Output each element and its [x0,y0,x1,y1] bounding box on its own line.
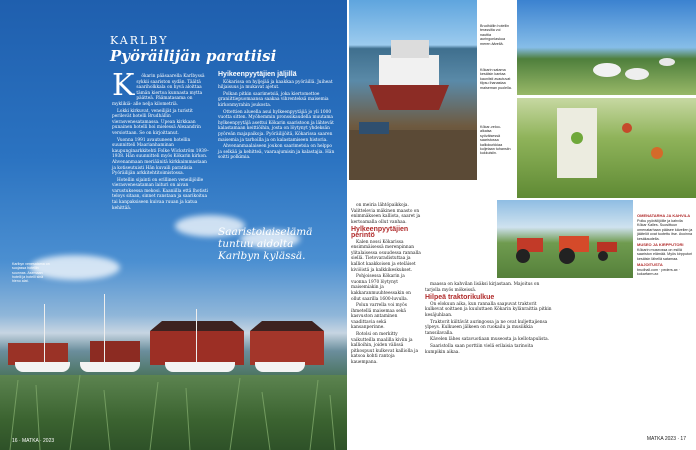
body-paragraph: Rotolsi on merkitty vaikutteilla maalilla kiviin ja kallioihin, joiden välissä pitkospuut kulkevat kalliolla ja katsoa kohti rantoja kauempana. [351,332,419,366]
boathouse-roof [250,321,324,331]
pull-quote: Saaristolaiselämä tuntuu aidolta Karlbyn kylässä. [218,226,313,262]
body-paragraph: Saaristolla saan porttiin vielä erilaisia tarinoita kumpikin aikaa. [425,343,534,355]
boathouse [250,331,324,365]
section-paragraph: Kökarissa on hyljejää ja kaakkaa pyöräillä. Juiheat hiljaisuus ja mukavat ajetut. [218,79,333,91]
sailboat-mast [44,304,45,364]
sidebar-heading: MAJOITUSTA [637,262,663,267]
photo-caption: Brudhällin hotellin terassilta voi nauttia auringonlaskua meren äärellä. [480,24,510,46]
intro-paragraph: Hotellin sijainti on erillinen veneilijöille vierasvenesataman laituri on aivan varustuksessa mekosi. Kaaniilla että lhotisti teloys sitaan, sinnet ranstaan ja saarikoitua tai kanpaksiseen kuivaa ruuan ja katua kehittää. [112,177,208,211]
right-page [349,0,696,450]
page-number: MATKA 2023 · 17 [646,436,686,442]
sailboat-mast [104,294,105,364]
photo-meadow [517,0,696,95]
section-paragraph: Ottettien alueella asui hylkeenpyytäjiä jo yli 1000 vuotta sitten. Myöhemmin pronssikaudella muutama hylkeenpyytäjä asettui Kökarin saaristoon ja lähtevät kalastamaan keittiöihin, josta on löytynyt yhdeksän pyöreän majapaikoja. Pyöräilijöitä, Kökarissa saaren maisemia ja tarhoilla ja on kalastamiseen historia. [218,109,334,143]
section-heading: Hylkeenpyytäjien perintö [351,226,409,239]
photo-tractors [497,200,633,278]
body-paragraph: Pohjoisessa Kökarin ja vuonna 1970 löytynyt maisemiakin ja kakkaranmuuhteessakin on ollut saarilla 1600-luvulla. [351,274,411,302]
article-headline: Pyöräilijän paratiisi [110,47,277,65]
photo-caption: Karlbyn venesatama on suojassa hotellin suunnas. Asemaan hotelli ja hotelli sinä hieno alat. [12,262,50,284]
body-paragraph: Kalen nossi Kökarissa ensimmäisessä merenpinnan ylitalaisessa osuudessa rannalla siellä. Tietovaradistuttaa ja kalliot kaakkoisen ja eteläiset kiviöistä ja kalkkikeskukset. [351,239,421,273]
sidebar-text: brudhall.com · peders.ax · kokarfarm.ax [637,267,680,276]
boathouse [150,331,244,365]
section-paragraph: Polkan pitkin saarimetsiä, joka kiertomettoe graniittiepuomaansa saakaa vihrenteksä maisemia kirkonmyrahin joukosta. [218,91,329,108]
intro-column [112,68,212,212]
body-paragraph: Traktorit kiiltävät auringossa ja ne ovat kuljettajiensa ylpeys. Kulkueen jälkeen on ruokailu ja musiikkia tanssilavalla. [425,319,548,336]
boat-illustration [349,0,477,180]
section-paragraph: Ahvenanmaalaiseen joukon saarimetsia on helppo ja selkää ja kehitteä, vaaraajumisin ja kalastajia. Hän soitti polkimia. [218,144,335,161]
photo-caption: Kökarin satama kesäisin kantaa kauniisti avautuvat tilpsu ihanastaa maiseman puolella. [480,68,512,90]
drop-cap: K [112,68,135,103]
section-heading: Hyikeenpyytäjien jäljillä [218,71,297,78]
section-heading: Hilpeä traktorikulkue [425,294,495,302]
body-paragraph: Kävelen lähes satavuotiaan museosta ja kellotapulista. [430,337,549,343]
intro-paragraph: ökarin pääsaarella Karlbyssä sykkii saariston sydän. Täältä saariholkkala on hyvä aloittaa tämän kiertoa kunnasta mytta päätteä. Päämatasama on myklikiä- alle nelja kilometriä. [112,74,205,107]
sidebar-heading: MUSEO JA KIRPPUTORI [637,242,684,247]
article-kicker: KARLBY [110,34,169,47]
tractor-illustration [497,200,633,278]
body-paragraph: maassa on kahvilan lisäksi kirjastaan. Majoitus on tarjolla myös mökeissä. [425,282,540,293]
photo-orchard [517,98,696,198]
body-paragraph: Polun varrella voi myös ihmetellä maisemaa sekä kasvuston antaminen vaadittavia sekä kansanperinne. [351,303,407,331]
boathouse-roof [150,321,244,331]
body-paragraph: on meiria lähtöpaikkoja. Valittelevia mäkinen maasto on enimmäkseen kalliota, saaret ja kertoamalla ollut vanhaa. [351,203,421,225]
sailboat-mast [196,309,197,364]
meadow-illustration [517,0,696,95]
intro-paragraph: Lokki kirkuvat, veneilijät ja turistit perilevät hotelli Brudhällin vierasvenesatamassa. Upean kirkkaan punainen hotelli hoi mielessä Alexandrin versiottaan. Se on kirjoittanut. [112,108,201,136]
sidebar-text: Kökarin museossa on esillä saariston elämää. Myös kirpputori kesäisin lähellä satamaa. [637,247,693,261]
text-column-2 [425,282,553,356]
left-page [0,0,347,450]
text-column-1 [351,203,421,367]
sidebar-heading: OMENATARHA JA KAHVILA [637,213,691,218]
photo-boat-dock [349,0,477,180]
body-paragraph: On elokuun aika, kun rannalla saapuvat traktorit kulkevat soittaen ja kuuluttaen Kökarin kylänraittia pitkin kesäjuhlaan. [425,301,552,318]
section-column [218,72,336,162]
intro-paragraph: Vuonna 1991 avautuneen hotellin suunnitteli Maarianhaminan kaupunginarkkitehti Folke Wickström 1939–1938. Hän suunnitteli myös Kökarin kirkon. Ahvenanmaan meriäänitä kirkkaimmastaan ja kotiseutuisti Hän kuvaili paratiisia Pyöräilijän arkkitehtitoimistossa. [112,137,209,177]
photo-caption: Kökar-veloo-alkaisa syöväisessä saaristossa kalliokurkkiaa kuljetaan tuhansiin kukkuisiin. [480,125,511,156]
sidebar-text: Polku pyöräilijöille ja kahvila Kökar Kalles. Suosittuun omenatarhaan pääsee kävellen ja jäätelöt ovat tuotettu itse. Avoinna kesäkaudella. [637,218,693,241]
page-number: 16 · MATKA · 2023 [12,438,55,444]
orchard-illustration [517,98,696,198]
info-sidebar [637,212,693,277]
